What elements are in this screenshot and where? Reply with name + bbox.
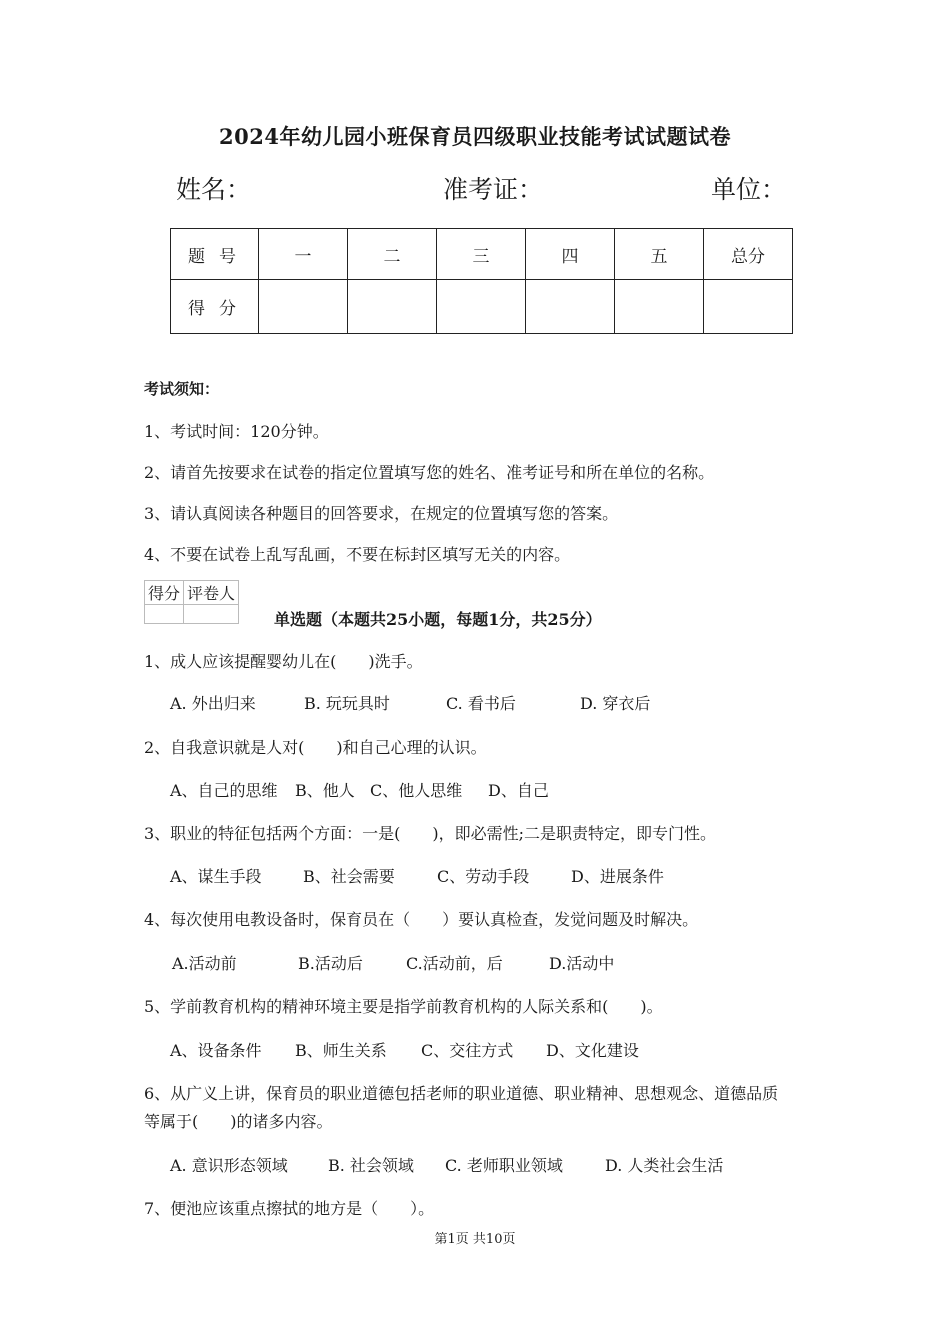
question-stem: 3、职业的特征包括两个方面：一是( )，即必需性;二是职责特定，即专门性。 — [144, 824, 717, 843]
option-d[interactable]: D. 穿衣后 — [580, 694, 651, 713]
option-b[interactable]: B、师生关系 — [295, 1041, 387, 1060]
option-d[interactable]: D、自己 — [488, 781, 549, 800]
grader-box — [144, 580, 239, 624]
option-a[interactable]: A.活动前 — [172, 954, 237, 973]
option-d[interactable]: D. 人类社会生活 — [605, 1156, 724, 1175]
option-c[interactable]: C.活动前，后 — [406, 954, 503, 973]
option-a[interactable]: A、设备条件 — [170, 1041, 262, 1060]
option-d[interactable]: D、进展条件 — [571, 867, 664, 886]
page-footer: 第1页 共10页 — [434, 1232, 516, 1247]
option-b[interactable]: B.活动后 — [298, 954, 363, 973]
question-stem: 2、自我意识就是人对( )和自己心理的认识。 — [144, 738, 487, 757]
grader-name-label: 评卷人 — [184, 581, 239, 605]
question-stem: 6、从广义上讲，保育员的职业道德包括老师的职业道德、职业精神、思想观念、道德品质 — [144, 1084, 779, 1103]
score-cell[interactable] — [348, 280, 437, 334]
option-d[interactable]: D.活动中 — [549, 954, 615, 973]
question-stem: 4、每次使用电教设备时，保育员在（ ）要认真检查，发觉问题及时解决。 — [144, 910, 699, 929]
notice-item: 1、考试时间：120分钟。 — [144, 422, 329, 441]
score-cell[interactable] — [704, 280, 793, 334]
option-a[interactable]: A. 外出归来 — [170, 694, 256, 713]
option-b[interactable]: B. 社会领域 — [328, 1156, 414, 1175]
score-cell[interactable] — [526, 280, 615, 334]
column-header: 五 — [615, 229, 704, 280]
option-b[interactable]: B. 玩玩具时 — [304, 694, 390, 713]
column-header: 一 — [259, 229, 348, 280]
score-cell[interactable] — [259, 280, 348, 334]
option-c[interactable]: C、劳动手段 — [437, 867, 530, 886]
option-b[interactable]: B、社会需要 — [303, 867, 395, 886]
question-stem-continued: 等属于( )的诸多内容。 — [144, 1112, 333, 1131]
option-a[interactable]: A、谋生手段 — [170, 867, 262, 886]
option-c[interactable]: C. 看书后 — [446, 694, 516, 713]
question-number-label: 题号 — [171, 229, 259, 280]
score-cell[interactable] — [615, 280, 704, 334]
score-table — [170, 228, 793, 334]
option-a[interactable]: A、自己的思维 — [170, 781, 278, 800]
option-c[interactable]: C. 老师职业领域 — [445, 1156, 563, 1175]
column-header: 四 — [526, 229, 615, 280]
exam-title: 2024年幼儿园小班保育员四级职业技能考试试题试卷 — [219, 124, 731, 149]
column-header: 二 — [348, 229, 437, 280]
option-c[interactable]: C、交往方式 — [421, 1041, 514, 1060]
section-title: 单选题（本题共25小题，每题1分，共25分） — [274, 610, 602, 629]
grader-name-cell[interactable] — [184, 605, 239, 624]
grader-score-label: 得分 — [145, 581, 184, 605]
score-cell[interactable] — [437, 280, 526, 334]
question-stem: 7、便池应该重点擦拭的地方是（ ）。 — [144, 1199, 435, 1218]
grader-score-cell[interactable] — [145, 605, 184, 624]
question-stem: 5、学前教育机构的精神环境主要是指学前教育机构的人际关系和( )。 — [144, 997, 663, 1016]
unit-label: 单位： — [711, 175, 787, 204]
option-b[interactable]: B、他人 — [295, 781, 355, 800]
exam-id-label: 准考证： — [443, 175, 544, 204]
option-c[interactable]: C、他人思维 — [370, 781, 463, 800]
notice-heading: 考试须知： — [144, 380, 220, 398]
column-header: 三 — [437, 229, 526, 280]
notice-item: 2、请首先按要求在试卷的指定位置填写您的姓名、准考证号和所在单位的名称。 — [144, 463, 715, 482]
option-d[interactable]: D、文化建设 — [546, 1041, 639, 1060]
question-stem: 1、成人应该提醒婴幼儿在( )洗手。 — [144, 652, 423, 671]
notice-item: 3、请认真阅读各种题目的回答要求，在规定的位置填写您的答案。 — [144, 504, 619, 523]
name-label: 姓名： — [176, 175, 252, 204]
score-label: 得分 — [171, 280, 259, 334]
column-header: 总分 — [704, 229, 793, 280]
notice-item: 4、不要在试卷上乱写乱画，不要在标封区填写无关的内容。 — [144, 545, 571, 564]
option-a[interactable]: A. 意识形态领域 — [170, 1156, 288, 1175]
